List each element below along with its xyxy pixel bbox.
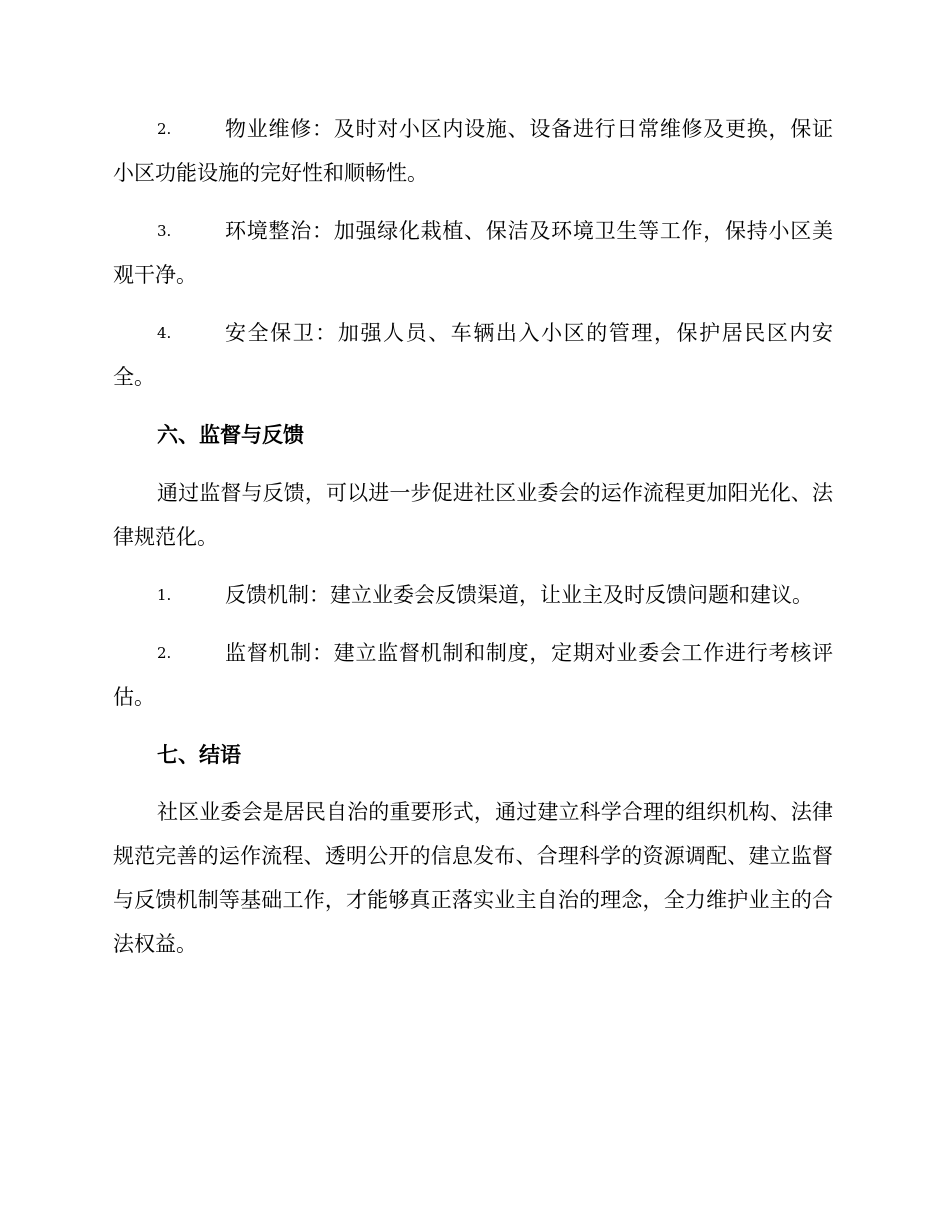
list-number: 4. xyxy=(157,324,172,342)
list-text: 安全保卫：加强人员、车辆出入小区的管理，保护居民区内安全。 xyxy=(113,321,833,389)
list-item-feedback xyxy=(113,573,833,617)
list-text: 反馈机制：建立业委会反馈渠道，让业主及时反馈问题和建议。 xyxy=(225,583,813,607)
list-number: 3. xyxy=(157,222,172,240)
list-number: 1. xyxy=(157,586,172,604)
section-heading-supervision: 六、监督与反馈 xyxy=(157,423,304,447)
list-item-maintenance xyxy=(113,107,833,195)
section-heading-conclusion: 七、结语 xyxy=(157,743,241,767)
list-number: 2. xyxy=(157,644,172,662)
list-text: 物业维修：及时对小区内设施、设备进行日常维修及更换，保证小区功能设施的完好性和顺畅性。 xyxy=(113,117,833,185)
list-text: 环境整治：加强绿化栽植、保洁及环境卫生等工作，保持小区美观干净。 xyxy=(113,219,833,287)
section-intro-supervision: 通过监督与反馈，可以进一步促进社区业委会的运作流程更加阳光化、法律规范化。 xyxy=(113,481,833,549)
list-number: 2. xyxy=(157,120,172,138)
list-item-environment xyxy=(113,209,833,297)
list-text: 监督机制：建立监督机制和制度，定期对业委会工作进行考核评估。 xyxy=(113,641,833,709)
conclusion-paragraph: 社区业委会是居民自治的重要形式，通过建立科学合理的组织机构、法律规范完善的运作流程、透明公开的信息发布、合理科学的资源调配、建立监督与反馈机制等基础工作，才能够真正落实业主自治的理念，全力维护业主的合法权益。 xyxy=(113,800,833,956)
list-item-security xyxy=(113,311,833,399)
list-item-oversight xyxy=(113,631,833,719)
